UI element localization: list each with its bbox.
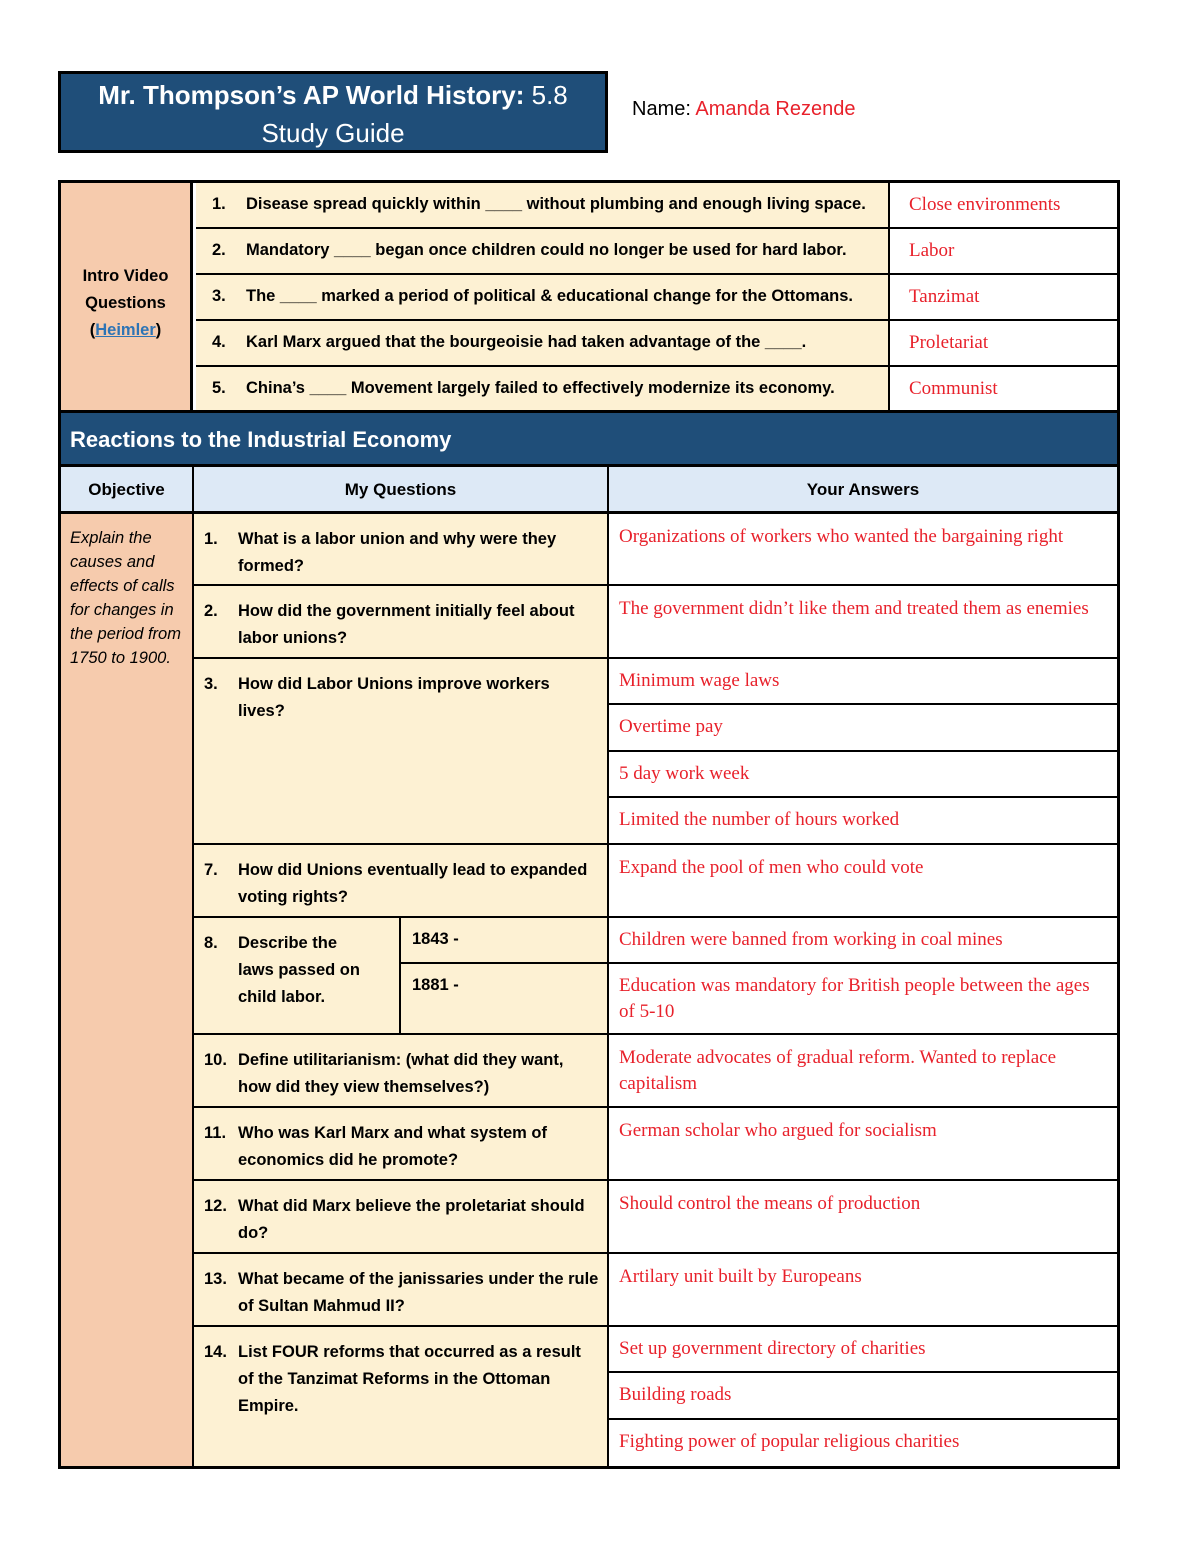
answer-text: Organizations of workers who wanted the bargaining right bbox=[619, 526, 1064, 547]
name-value[interactable]: Amanda Rezende bbox=[695, 98, 856, 120]
page-subtitle: Study Guide bbox=[261, 118, 405, 148]
answer-cell-1[interactable] bbox=[609, 514, 1117, 586]
intro-table bbox=[58, 180, 1120, 413]
paren-open: ( bbox=[89, 321, 96, 339]
answer-cell-8a[interactable] bbox=[609, 918, 1117, 964]
answer-text: Education was mandatory for British people between the ages of 5-10 bbox=[619, 975, 1090, 1022]
intro-q-text: Disease spread quickly within ____ without plumbing and enough living space. bbox=[246, 195, 866, 213]
answer-cell-11[interactable] bbox=[609, 1108, 1117, 1181]
intro-answer-text: Tanzimat bbox=[909, 286, 980, 307]
intro-q-text: Mandatory ____ began once children could no longer be used for hard labor. bbox=[246, 241, 847, 259]
intro-label-line2: Questions bbox=[85, 294, 166, 312]
intro-q-number: 1. bbox=[212, 195, 226, 213]
col-header-answers bbox=[609, 467, 1117, 514]
intro-q-number: 4. bbox=[212, 333, 226, 351]
col-header-answers-label: Your Answers bbox=[806, 480, 920, 499]
intro-answer-text: Proletariat bbox=[909, 332, 989, 353]
q-number: 12. bbox=[204, 1197, 227, 1215]
answer-cell-8b[interactable] bbox=[609, 964, 1117, 1035]
answer-cell-14-1[interactable] bbox=[609, 1327, 1117, 1373]
question-cell-7 bbox=[194, 845, 609, 918]
question-cell-2 bbox=[194, 586, 609, 659]
student-name bbox=[632, 98, 855, 121]
question-cell-11 bbox=[194, 1108, 609, 1181]
year-label: 1881 - bbox=[412, 976, 459, 994]
answer-text: Building roads bbox=[619, 1384, 732, 1405]
name-label: Name: bbox=[632, 98, 691, 120]
question-cell-8 bbox=[194, 918, 401, 1035]
answer-cell-14-2[interactable] bbox=[609, 1373, 1117, 1420]
q-number: 10. bbox=[204, 1051, 227, 1069]
q-number: 8. bbox=[204, 934, 218, 952]
q-text: List FOUR reforms that occurred as a result of the Tanzimat Reforms in the Ottoman Empire. bbox=[238, 1343, 581, 1415]
intro-question-cell bbox=[196, 275, 890, 321]
q-text: What became of the janissaries under the rule of Sultan Mahmud II? bbox=[238, 1270, 599, 1315]
year-label: 1843 - bbox=[412, 930, 459, 948]
intro-q-number: 5. bbox=[212, 379, 226, 397]
intro-label-line1: Intro Video bbox=[82, 267, 169, 285]
intro-q-text: China’s ____ Movement largely failed to effectively modernize its economy. bbox=[246, 379, 835, 397]
answer-text: The government didn’t like them and treated them as enemies bbox=[619, 598, 1089, 619]
answer-text: Minimum wage laws bbox=[619, 670, 780, 691]
intro-question-cell bbox=[196, 367, 890, 410]
answer-text: Fighting power of popular religious charities bbox=[619, 1431, 960, 1452]
intro-label-cell bbox=[61, 183, 193, 410]
answer-cell-2[interactable] bbox=[609, 586, 1117, 659]
question-cell-10 bbox=[194, 1035, 609, 1108]
answer-cell-14-3[interactable] bbox=[609, 1420, 1117, 1466]
col-header-questions-label: My Questions bbox=[344, 480, 457, 499]
paren-close: ) bbox=[155, 321, 162, 339]
q-text: How did Labor Unions improve workers lives? bbox=[238, 675, 550, 720]
intro-question-cell bbox=[196, 183, 890, 229]
answer-cell-3-3[interactable] bbox=[609, 752, 1117, 798]
answer-text: Moderate advocates of gradual reform. Wanted to replace capitalism bbox=[619, 1047, 1057, 1094]
answer-text: 5 day work week bbox=[619, 763, 750, 784]
answer-text: German scholar who argued for socialism bbox=[619, 1120, 937, 1141]
q-number: 7. bbox=[204, 861, 218, 879]
q-text: Who was Karl Marx and what system of economics did he promote? bbox=[238, 1124, 547, 1169]
answer-text: Children were banned from working in coal mines bbox=[619, 929, 1003, 950]
answer-cell-7[interactable] bbox=[609, 845, 1117, 918]
intro-q-text: Karl Marx argued that the bourgeoisie had taken advantage of the ____. bbox=[246, 333, 807, 351]
answer-cell-3-1[interactable] bbox=[609, 659, 1117, 705]
q-text: Define utilitarianism: (what did they want, how did they view themselves?) bbox=[238, 1051, 564, 1096]
objective-cell bbox=[61, 514, 194, 1466]
intro-answer-cell[interactable] bbox=[890, 275, 1117, 321]
page-title: Mr. Thompson’s AP World History: 5.8 bbox=[98, 80, 568, 110]
intro-q-number: 3. bbox=[212, 287, 226, 305]
section-table bbox=[58, 410, 1120, 1469]
answer-cell-12[interactable] bbox=[609, 1181, 1117, 1254]
intro-q-number: 2. bbox=[212, 241, 226, 259]
question-cell-14 bbox=[194, 1327, 609, 1466]
q-text: What is a labor union and why were they formed? bbox=[238, 530, 557, 575]
section-title: Reactions to the Industrial Economy bbox=[70, 427, 452, 452]
intro-question-cell bbox=[196, 229, 890, 275]
answer-text: Limited the number of hours worked bbox=[619, 809, 900, 830]
q-number: 2. bbox=[204, 602, 218, 620]
question-cell-1 bbox=[194, 514, 609, 586]
intro-question-cell bbox=[196, 321, 890, 367]
question-cell-3 bbox=[194, 659, 609, 845]
intro-answer-text: Communist bbox=[909, 378, 998, 399]
q-number: 3. bbox=[204, 675, 218, 693]
q-number: 13. bbox=[204, 1270, 227, 1288]
answer-text: Artilary unit built by Europeans bbox=[619, 1266, 862, 1287]
answer-cell-3-4[interactable] bbox=[609, 798, 1117, 845]
q-number: 14. bbox=[204, 1343, 227, 1361]
answer-text: Set up government directory of charities bbox=[619, 1338, 926, 1359]
intro-answer-cell[interactable] bbox=[890, 367, 1117, 410]
intro-answer-cell[interactable] bbox=[890, 229, 1117, 275]
answer-text: Overtime pay bbox=[619, 716, 723, 737]
section-title-bar bbox=[61, 410, 1117, 467]
intro-answer-cell[interactable] bbox=[890, 183, 1117, 229]
intro-answer-cell[interactable] bbox=[890, 321, 1117, 367]
year-cell-1843 bbox=[401, 918, 609, 964]
answer-cell-13[interactable] bbox=[609, 1254, 1117, 1327]
col-header-objective-label: Objective bbox=[88, 480, 165, 499]
answer-cell-3-2[interactable] bbox=[609, 705, 1117, 752]
q-number: 11. bbox=[204, 1124, 227, 1142]
question-cell-12 bbox=[194, 1181, 609, 1254]
answer-cell-10[interactable] bbox=[609, 1035, 1117, 1108]
heimler-link[interactable]: Heimler bbox=[95, 321, 156, 339]
question-cell-13 bbox=[194, 1254, 609, 1327]
year-cell-1881 bbox=[401, 964, 609, 1035]
answer-text: Should control the means of production bbox=[619, 1193, 921, 1214]
q-text: How did the government initially feel about labor unions? bbox=[238, 602, 575, 647]
q-text: What did Marx believe the proletariat should do? bbox=[238, 1197, 585, 1242]
answer-text: Expand the pool of men who could vote bbox=[619, 857, 924, 878]
title-banner bbox=[58, 71, 608, 153]
col-header-objective bbox=[61, 467, 194, 514]
intro-answer-text: Labor bbox=[909, 240, 955, 261]
col-header-questions bbox=[194, 467, 609, 514]
intro-answer-text: Close environments bbox=[909, 194, 1061, 215]
q-text: Describe the laws passed on child labor. bbox=[238, 934, 360, 1006]
q-text: How did Unions eventually lead to expanded voting rights? bbox=[238, 861, 588, 906]
objective-text: Explain the causes and effects of calls for changes in the period from 1750 to 1900. bbox=[70, 529, 181, 667]
intro-q-text: The ____ marked a period of political & educational change for the Ottomans. bbox=[246, 287, 853, 305]
q-number: 1. bbox=[204, 530, 218, 548]
